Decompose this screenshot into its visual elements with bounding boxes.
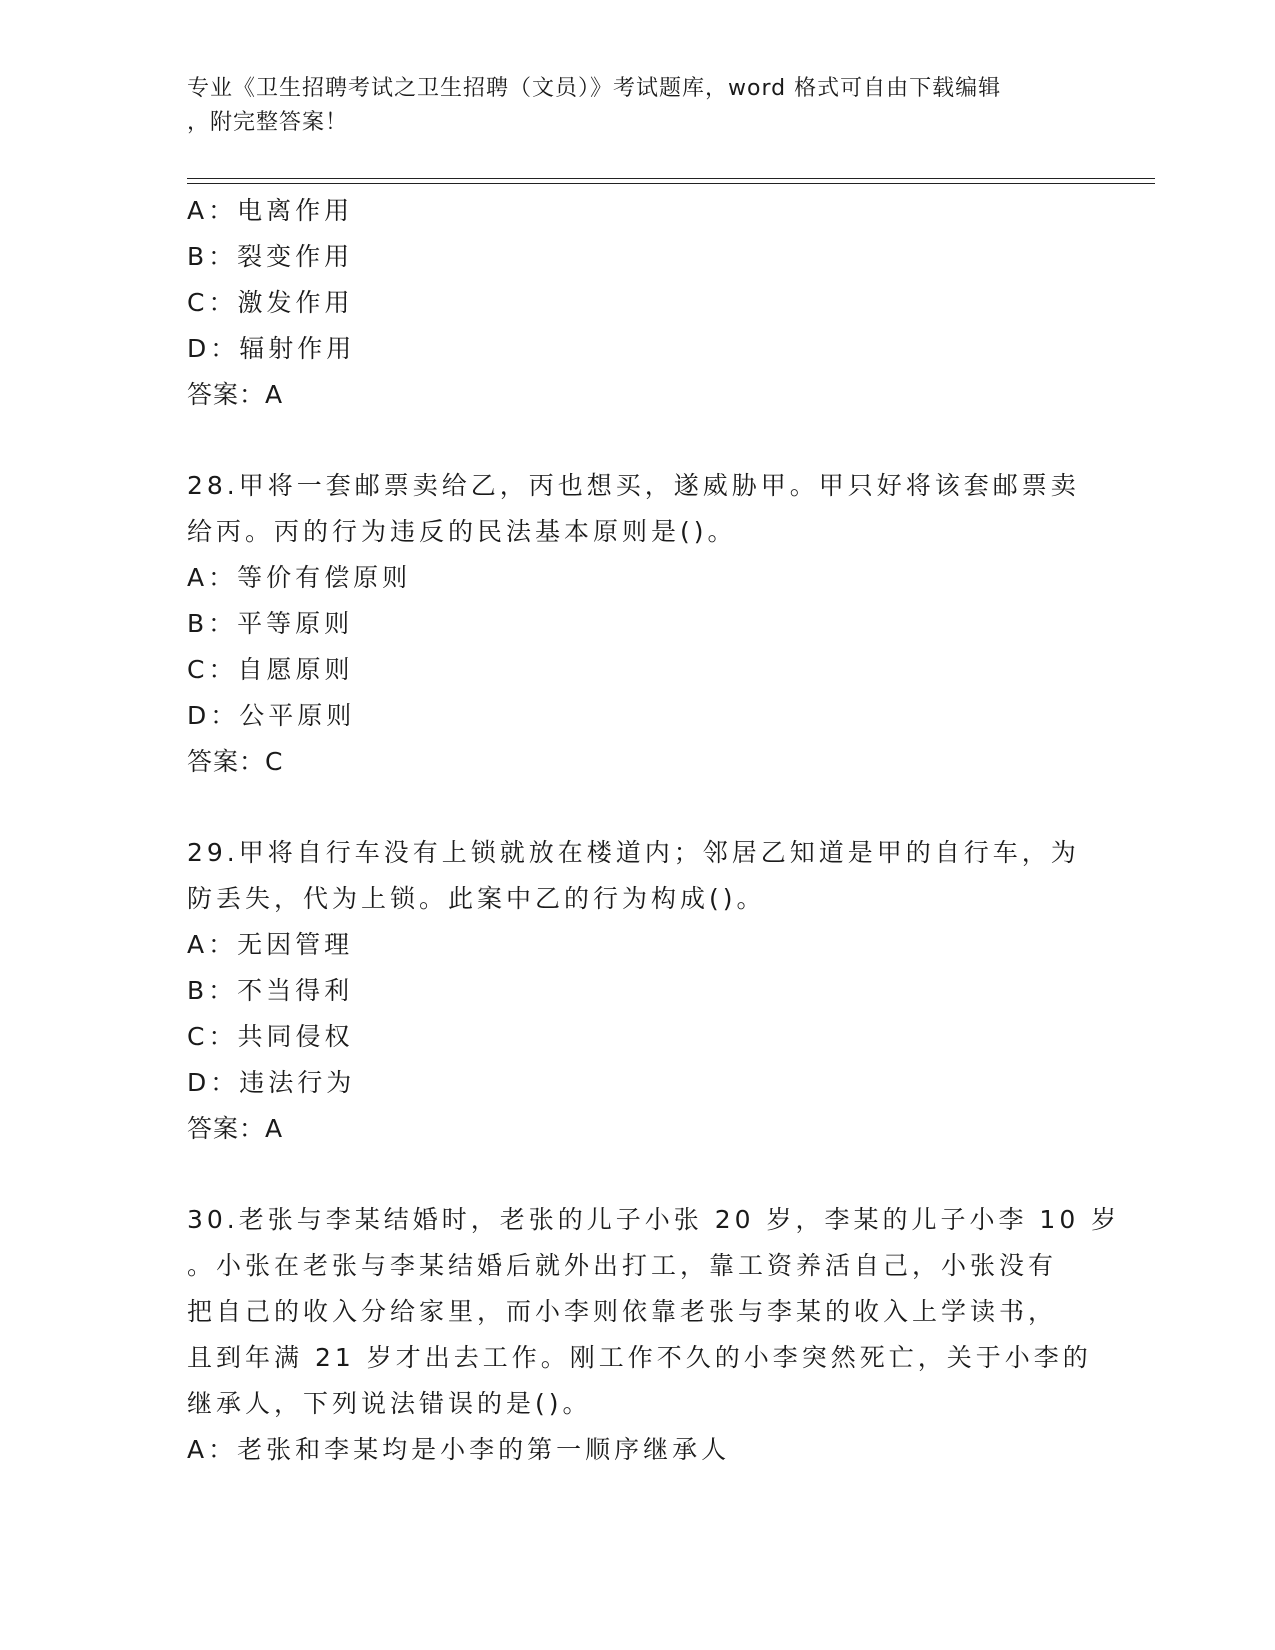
option-b: B：平等原则	[187, 609, 354, 638]
question-30	[187, 1197, 1121, 1473]
option-c: C：激发作用	[187, 288, 354, 317]
question-text-line: 29.甲将自行车没有上锁就放在楼道内；邻居乙知道是甲的自行车，为	[187, 838, 1080, 867]
document-header	[187, 72, 1067, 140]
answer: 答案：A	[187, 1114, 284, 1143]
header-divider-top	[187, 178, 1155, 179]
option-a: A：无因管理	[187, 930, 354, 959]
question-text-line: 30.老张与李某结婚时，老张的儿子小张 20 岁，李某的儿子小李 10 岁	[187, 1205, 1121, 1234]
option-d: D：公平原则	[187, 701, 356, 730]
answer: 答案：C	[187, 747, 284, 776]
option-b: B：裂变作用	[187, 242, 354, 271]
option-a: A：等价有偿原则	[187, 563, 412, 592]
option-b: B：不当得利	[187, 976, 354, 1005]
question-text-line: 继承人，下列说法错误的是()。	[187, 1389, 592, 1418]
question-28	[187, 463, 1087, 785]
option-a: A：电离作用	[187, 196, 354, 225]
option-a: A：老张和李某均是小李的第一顺序继承人	[187, 1435, 731, 1464]
question-text-line: 把自己的收入分给家里，而小李则依靠老张与李某的收入上学读书，	[187, 1297, 1058, 1326]
header-divider-bottom	[187, 183, 1155, 184]
question-29	[187, 830, 1087, 1152]
question-text-line: 给丙。丙的行为违反的民法基本原则是()。	[187, 517, 737, 546]
header-line-2: ，附完整答案！	[187, 110, 349, 135]
question-text-line: 。小张在老张与李某结婚后就外出打工，靠工资养活自己，小张没有	[187, 1251, 1058, 1280]
option-d: D：违法行为	[187, 1068, 356, 1097]
option-c: C：自愿原则	[187, 655, 354, 684]
question-text-line: 防丢失，代为上锁。此案中乙的行为构成()。	[187, 884, 766, 913]
question-27	[187, 188, 1087, 418]
question-text-line: 且到年满 21 岁才出去工作。刚工作不久的小李突然死亡，关于小李的	[187, 1343, 1092, 1372]
option-d: D：辐射作用	[187, 334, 356, 363]
answer: 答案：A	[187, 380, 284, 409]
option-c: C：共同侵权	[187, 1022, 354, 1051]
question-text-line: 28.甲将一套邮票卖给乙，丙也想买，遂威胁甲。甲只好将该套邮票卖	[187, 471, 1080, 500]
header-line-1: 专业《卫生招聘考试之卫生招聘（文员）》考试题库，word 格式可自由下载编辑	[187, 76, 1002, 101]
question-list	[187, 188, 1121, 1473]
